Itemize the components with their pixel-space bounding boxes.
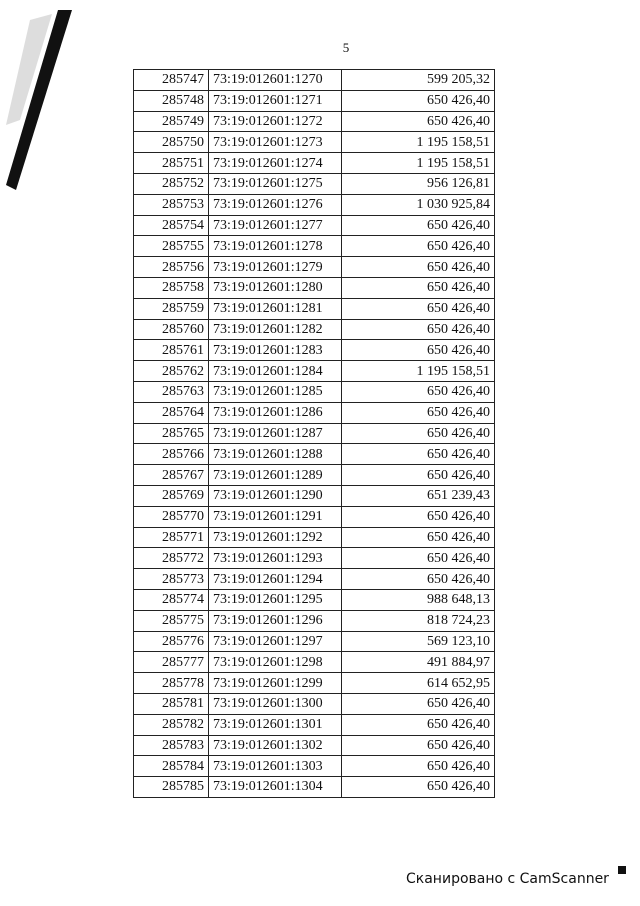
value-cell: 650 426,40 <box>342 277 495 298</box>
row-id-cell: 285760 <box>134 319 209 340</box>
cadastral-number-cell: 73:19:012601:1289 <box>209 465 342 486</box>
cadastral-number-cell: 73:19:012601:1294 <box>209 569 342 590</box>
table-row <box>134 589 495 610</box>
row-id-cell: 285774 <box>134 589 209 610</box>
value-cell: 650 426,40 <box>342 319 495 340</box>
cadastral-number-cell: 73:19:012601:1284 <box>209 361 342 382</box>
table-row <box>134 111 495 132</box>
row-id-cell: 285758 <box>134 277 209 298</box>
value-cell: 650 426,40 <box>342 111 495 132</box>
cadastral-number-cell: 73:19:012601:1283 <box>209 340 342 361</box>
cadastral-number-cell: 73:19:012601:1301 <box>209 714 342 735</box>
row-id-cell: 285769 <box>134 485 209 506</box>
table-row <box>134 714 495 735</box>
value-cell: 650 426,40 <box>342 569 495 590</box>
cadastral-number-cell: 73:19:012601:1272 <box>209 111 342 132</box>
row-id-cell: 285761 <box>134 340 209 361</box>
cadastral-number-cell: 73:19:012601:1287 <box>209 423 342 444</box>
cadastral-number-cell: 73:19:012601:1292 <box>209 527 342 548</box>
row-id-cell: 285773 <box>134 569 209 590</box>
table-row <box>134 153 495 174</box>
camscanner-mark <box>618 866 626 874</box>
cadastral-number-cell: 73:19:012601:1274 <box>209 153 342 174</box>
cadastral-number-cell: 73:19:012601:1271 <box>209 90 342 111</box>
row-id-cell: 285749 <box>134 111 209 132</box>
value-cell: 650 426,40 <box>342 236 495 257</box>
cadastral-number-cell: 73:19:012601:1298 <box>209 652 342 673</box>
row-id-cell: 285762 <box>134 361 209 382</box>
row-id-cell: 285756 <box>134 257 209 278</box>
table-row <box>134 548 495 569</box>
row-id-cell: 285782 <box>134 714 209 735</box>
row-id-cell: 285771 <box>134 527 209 548</box>
cadastral-number-cell: 73:19:012601:1300 <box>209 693 342 714</box>
row-id-cell: 285770 <box>134 506 209 527</box>
table-row <box>134 194 495 215</box>
cadastral-number-cell: 73:19:012601:1286 <box>209 402 342 423</box>
value-cell: 650 426,40 <box>342 257 495 278</box>
camscanner-footer: Сканировано с CamScanner <box>406 871 609 887</box>
value-cell: 650 426,40 <box>342 756 495 777</box>
cadastral-number-cell: 73:19:012601:1285 <box>209 381 342 402</box>
row-id-cell: 285764 <box>134 402 209 423</box>
cadastral-number-cell: 73:19:012601:1277 <box>209 215 342 236</box>
registry-table <box>133 69 495 798</box>
value-cell: 650 426,40 <box>342 465 495 486</box>
row-id-cell: 285777 <box>134 652 209 673</box>
cadastral-number-cell: 73:19:012601:1293 <box>209 548 342 569</box>
row-id-cell: 285747 <box>134 70 209 91</box>
table-row <box>134 444 495 465</box>
cadastral-number-cell: 73:19:012601:1282 <box>209 319 342 340</box>
cadastral-number-cell: 73:19:012601:1273 <box>209 132 342 153</box>
value-cell: 818 724,23 <box>342 610 495 631</box>
row-id-cell: 285751 <box>134 153 209 174</box>
row-id-cell: 285750 <box>134 132 209 153</box>
value-cell: 650 426,40 <box>342 527 495 548</box>
cadastral-number-cell: 73:19:012601:1288 <box>209 444 342 465</box>
value-cell: 599 205,32 <box>342 70 495 91</box>
row-id-cell: 285767 <box>134 465 209 486</box>
table-row <box>134 693 495 714</box>
table-row <box>134 465 495 486</box>
row-id-cell: 285778 <box>134 673 209 694</box>
row-id-cell: 285755 <box>134 236 209 257</box>
table-row <box>134 777 495 798</box>
cadastral-number-cell: 73:19:012601:1304 <box>209 777 342 798</box>
table-row <box>134 735 495 756</box>
value-cell: 650 426,40 <box>342 735 495 756</box>
value-cell: 650 426,40 <box>342 402 495 423</box>
table-row <box>134 402 495 423</box>
row-id-cell: 285781 <box>134 693 209 714</box>
table-row <box>134 756 495 777</box>
cadastral-number-cell: 73:19:012601:1299 <box>209 673 342 694</box>
value-cell: 614 652,95 <box>342 673 495 694</box>
value-cell: 491 884,97 <box>342 652 495 673</box>
value-cell: 650 426,40 <box>342 381 495 402</box>
row-id-cell: 285748 <box>134 90 209 111</box>
cadastral-number-cell: 73:19:012601:1297 <box>209 631 342 652</box>
row-id-cell: 285776 <box>134 631 209 652</box>
value-cell: 650 426,40 <box>342 215 495 236</box>
cadastral-number-cell: 73:19:012601:1276 <box>209 194 342 215</box>
row-id-cell: 285784 <box>134 756 209 777</box>
value-cell: 1 195 158,51 <box>342 361 495 382</box>
scan-edge-shadow <box>0 0 90 200</box>
table-row <box>134 652 495 673</box>
cadastral-number-cell: 73:19:012601:1275 <box>209 173 342 194</box>
cadastral-number-cell: 73:19:012601:1290 <box>209 485 342 506</box>
value-cell: 650 426,40 <box>342 340 495 361</box>
cadastral-number-cell: 73:19:012601:1279 <box>209 257 342 278</box>
value-cell: 650 426,40 <box>342 506 495 527</box>
table-row <box>134 298 495 319</box>
table-row <box>134 610 495 631</box>
row-id-cell: 285785 <box>134 777 209 798</box>
table-row <box>134 673 495 694</box>
table-row <box>134 173 495 194</box>
value-cell: 988 648,13 <box>342 589 495 610</box>
value-cell: 650 426,40 <box>342 298 495 319</box>
cadastral-number-cell: 73:19:012601:1270 <box>209 70 342 91</box>
row-id-cell: 285753 <box>134 194 209 215</box>
row-id-cell: 285752 <box>134 173 209 194</box>
cadastral-number-cell: 73:19:012601:1291 <box>209 506 342 527</box>
table-row <box>134 90 495 111</box>
value-cell: 650 426,40 <box>342 777 495 798</box>
value-cell: 651 239,43 <box>342 485 495 506</box>
table-row <box>134 569 495 590</box>
registry-table-body <box>134 70 495 798</box>
row-id-cell: 285765 <box>134 423 209 444</box>
value-cell: 569 123,10 <box>342 631 495 652</box>
cadastral-number-cell: 73:19:012601:1281 <box>209 298 342 319</box>
value-cell: 650 426,40 <box>342 548 495 569</box>
row-id-cell: 285766 <box>134 444 209 465</box>
table-row <box>134 527 495 548</box>
table-row <box>134 257 495 278</box>
value-cell: 650 426,40 <box>342 423 495 444</box>
table-row <box>134 361 495 382</box>
table-row <box>134 631 495 652</box>
row-id-cell: 285772 <box>134 548 209 569</box>
table-row <box>134 423 495 444</box>
cadastral-number-cell: 73:19:012601:1303 <box>209 756 342 777</box>
value-cell: 650 426,40 <box>342 693 495 714</box>
table-row <box>134 485 495 506</box>
value-cell: 650 426,40 <box>342 444 495 465</box>
value-cell: 1 195 158,51 <box>342 153 495 174</box>
table-row <box>134 215 495 236</box>
table-row <box>134 132 495 153</box>
value-cell: 956 126,81 <box>342 173 495 194</box>
table-row <box>134 506 495 527</box>
value-cell: 650 426,40 <box>342 90 495 111</box>
table-row <box>134 319 495 340</box>
row-id-cell: 285783 <box>134 735 209 756</box>
table-row <box>134 70 495 91</box>
row-id-cell: 285775 <box>134 610 209 631</box>
row-id-cell: 285759 <box>134 298 209 319</box>
page-number: 5 <box>342 40 350 55</box>
value-cell: 650 426,40 <box>342 714 495 735</box>
cadastral-number-cell: 73:19:012601:1280 <box>209 277 342 298</box>
cadastral-number-cell: 73:19:012601:1278 <box>209 236 342 257</box>
cadastral-number-cell: 73:19:012601:1295 <box>209 589 342 610</box>
cadastral-number-cell: 73:19:012601:1302 <box>209 735 342 756</box>
row-id-cell: 285754 <box>134 215 209 236</box>
value-cell: 1 030 925,84 <box>342 194 495 215</box>
table-row <box>134 277 495 298</box>
table-row <box>134 236 495 257</box>
row-id-cell: 285763 <box>134 381 209 402</box>
table-row <box>134 340 495 361</box>
cadastral-number-cell: 73:19:012601:1296 <box>209 610 342 631</box>
value-cell: 1 195 158,51 <box>342 132 495 153</box>
table-row <box>134 381 495 402</box>
